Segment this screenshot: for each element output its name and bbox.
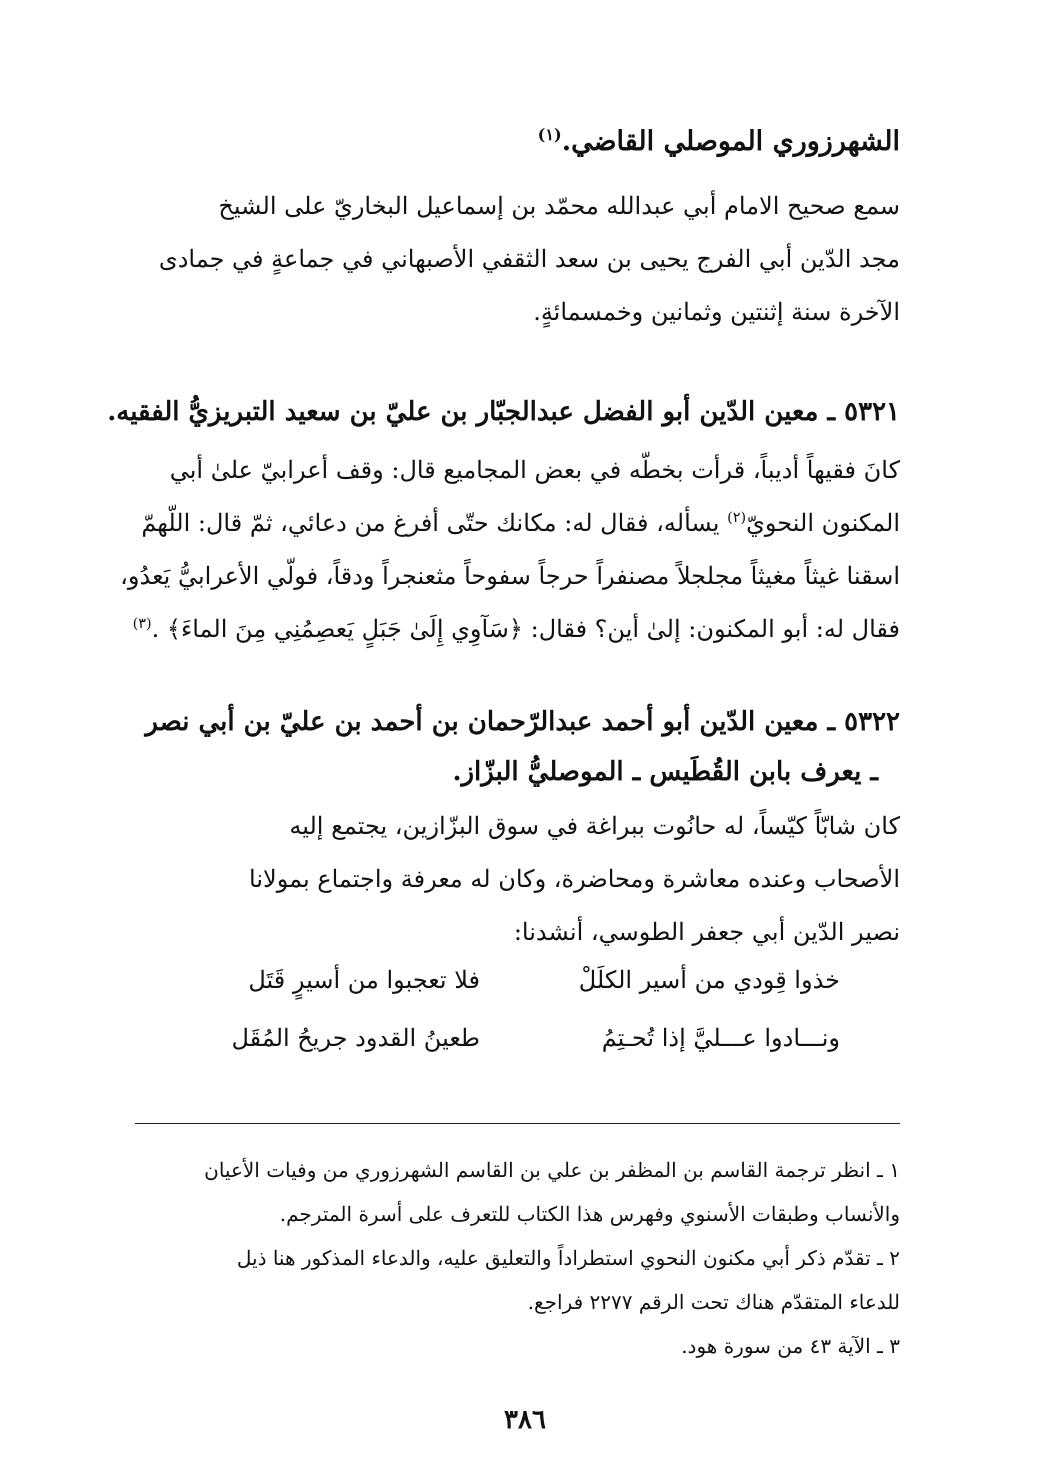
entry-heading-line: ـ يعرف بابن القُطَيس ـ الموصليُّ البزّاز. [452, 757, 878, 787]
footnote-divider [135, 1123, 900, 1124]
entry-heading-text: ٥٣٢١ ـ معين الدّين أبو الفضل عبدالجبّار بن عليّ بن سعيد التبريزيُّ الفقيه. [107, 397, 900, 427]
footnote-line: ٢ ـ تقدّم ذكر أبي مكنون النحوي استطراداً والتعليق عليه، والدعاء المذكور هنا ذيل [236, 1246, 900, 1270]
paragraph-line: الأصحاب وعنده معاشرة ومحاضرة، وكان له معرفة واجتماع بمولانا [249, 865, 900, 893]
heading-text: الشهرزوري الموصلي القاضي. [561, 126, 900, 157]
line-text: فقال له: أبو المكنون: إلىٰ أين؟ فقال: ﴿سَآوِي إِلَىٰ جَبَلٍ يَعصِمُنِي مِنَ الماءَ﴾ . [151, 615, 900, 643]
continued-entry-heading [135, 120, 900, 164]
entry-5322-heading [135, 697, 900, 797]
paragraph-line: كان شابّاً كيّساً، له حانُوت ببراغة في سوق البزّازين، يجتمع إليه [289, 812, 900, 840]
entry-5322-paragraph [135, 800, 900, 959]
verse-1-second-hemistich: فلا تعجبوا من أسيرٍ قَتَل [248, 966, 480, 994]
continued-entry-paragraph [135, 180, 900, 339]
paragraph-line: سمع صحيح الامام أبي عبدالله محمّد بن إسماعيل البخاريّ على الشيخ [218, 192, 900, 220]
paragraph-line: اسقنا غيثاً مغيثاً مجلجلاً مصنفراً حرجاً سفوحاً مثعنجراً ودقاً، فولّي الأعرابيُّ يَعدُو، [120, 562, 900, 590]
paragraph-line: الآخرة سنة إثنتين وثمانين وخمسمائةٍ. [533, 298, 900, 326]
line-text: يسأله، فقال له: مكانك حتّى أفرغ من دعائي، ثمّ قال: اللّهمّ [141, 509, 728, 537]
footnote-line: والأنساب وطبقات الأسنوي وفهرس هذا الكتاب للتعرف على أسرة المترجم. [279, 1202, 900, 1226]
footnote-ref-2: (٢) [727, 510, 747, 526]
footnote-line: ١ ـ انظر ترجمة القاسم بن المظفر بن علي بن القاسم الشهرزوري من وفيات الأعيان [204, 1158, 900, 1182]
verse-1-first-hemistich: خذوا قِودي من أسير الكلَلْ [578, 966, 840, 994]
paragraph-line [135, 497, 900, 550]
page-number: ٣٨٦ [504, 1405, 546, 1435]
footnotes [135, 1148, 900, 1368]
footnote-ref-3: (٣) [132, 616, 152, 632]
verse-2-second-hemistich: طعينُ القدود جريحُ المُقَل [231, 1024, 480, 1052]
entry-5321-heading [107, 390, 900, 434]
paragraph-line: كانَ فقيهاً أديباً، قرأت بخطّه في بعض المجاميع قال: وقف أعرابيّ علىٰ أبي [169, 456, 900, 484]
entry-heading-line: ٥٣٢٢ ـ معين الدّين أبو أحمد عبدالرّحمان بن أحمد بن عليّ بن أبي نصر [145, 707, 900, 737]
footnote-line: للدعاء المتقدّم هناك تحت الرقم ٢٢٧٧ فراجع. [527, 1290, 900, 1314]
line-text: المكنون النحويّ [746, 509, 900, 537]
paragraph-line: نصير الدّين أبي جعفر الطوسي، أنشدنا: [513, 918, 900, 946]
paragraph-line [132, 603, 900, 656]
entry-5321-paragraph [120, 444, 900, 656]
footnote-ref-1: (١) [537, 125, 562, 144]
footnote-line: ٣ ـ الآية ٤٣ من سورة هود. [681, 1334, 900, 1358]
verse-2-first-hemistich: ونـــادوا عـــليَّ إذا تُحـتِمُ [601, 1024, 840, 1052]
paragraph-line: مجد الدّين أبي الفرج يحيى بن سعد الثقفي الأصبهاني في جماعةٍ في جمادى [158, 245, 900, 273]
